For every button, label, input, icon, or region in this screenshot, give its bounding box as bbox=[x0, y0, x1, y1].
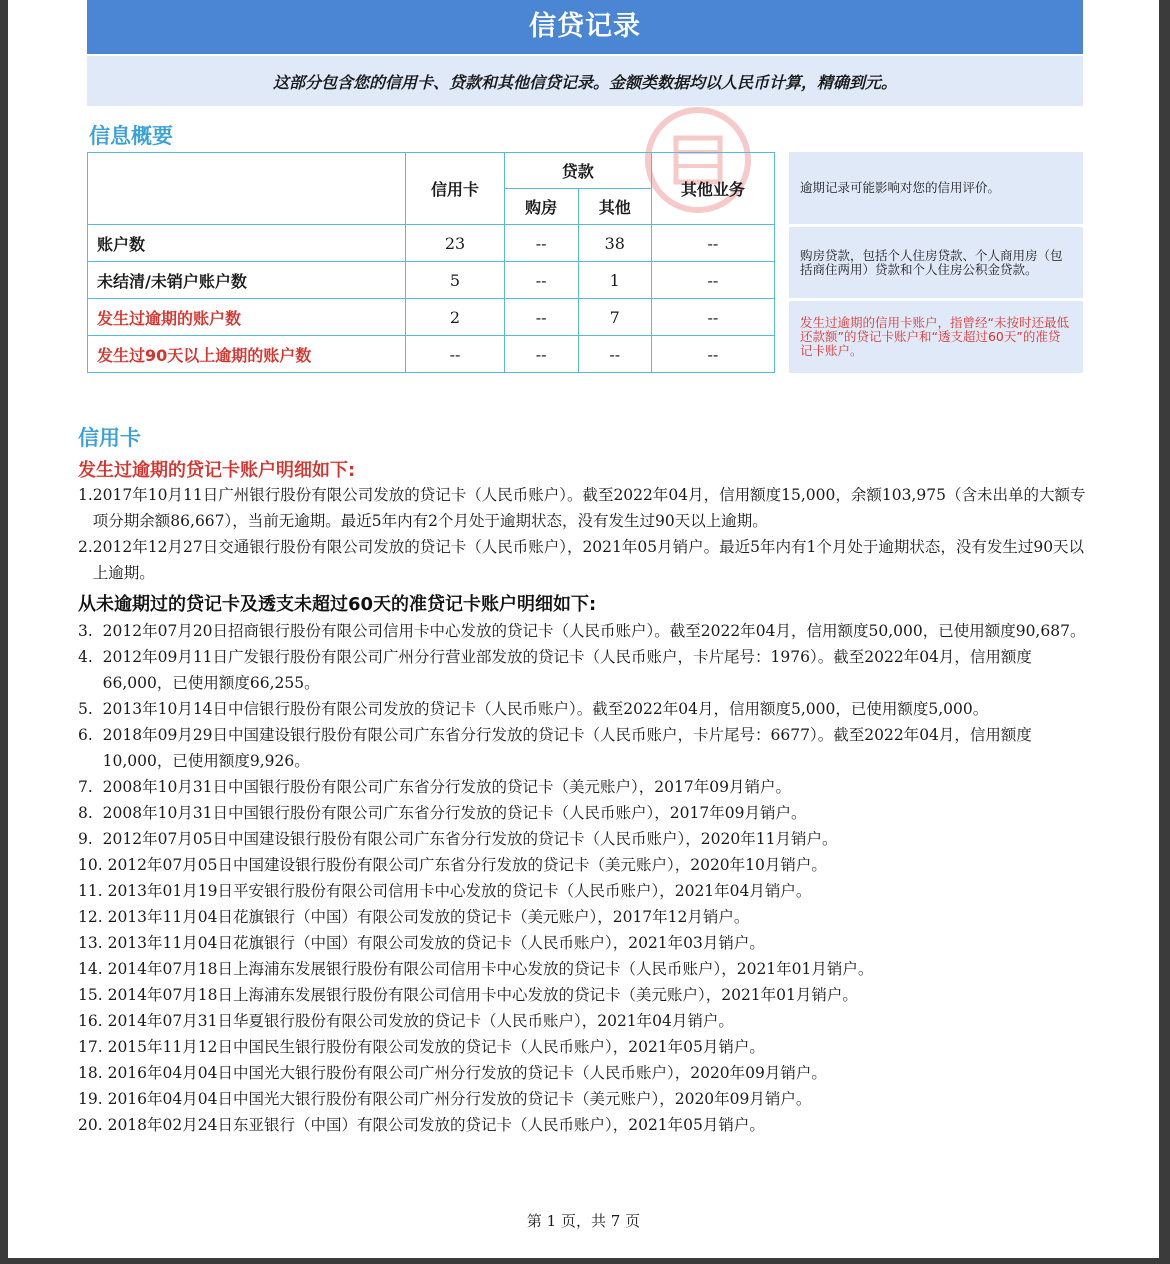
header-other: 其他 bbox=[578, 189, 651, 225]
note-overdue-impact: 逾期记录可能影响对您的信用评价。 bbox=[789, 152, 1083, 224]
row-label: 发生过逾期的账户数 bbox=[88, 299, 406, 336]
cell-credit-card: 5 bbox=[406, 262, 504, 299]
list-item bbox=[78, 956, 1088, 982]
cell-housing: -- bbox=[504, 336, 578, 373]
cell-other: -- bbox=[578, 336, 651, 373]
item-text: 2013年11月04日花旗银行（中国）有限公司发放的贷记卡（人民币账户），2021年03月销户。 bbox=[107, 934, 765, 952]
list-item bbox=[78, 982, 1088, 1008]
item-number: 7. bbox=[78, 778, 103, 796]
table-corner-cell bbox=[88, 153, 406, 225]
item-text: 2008年10月31日中国银行股份有限公司广东省分行发放的贷记卡（人民币账户），2017年09月销户。 bbox=[102, 804, 807, 822]
overdue-subheading: 发生过逾期的贷记卡账户明细如下: bbox=[78, 460, 356, 481]
list-item bbox=[78, 534, 1088, 586]
list-item bbox=[78, 1008, 1088, 1034]
overview-heading: 信息概要 bbox=[89, 124, 173, 148]
item-text: 2015年11月12日中国民生银行股份有限公司发放的贷记卡（人民币账户），2021年05月销户。 bbox=[107, 1038, 765, 1056]
item-number: 19. bbox=[78, 1090, 108, 1108]
row-label: 发生过90天以上逾期的账户数 bbox=[88, 336, 406, 373]
header-loan: 贷款 bbox=[504, 153, 651, 189]
overview-table bbox=[87, 152, 775, 373]
cell-housing: -- bbox=[504, 262, 578, 299]
note-housing-loan: 购房贷款，包括个人住房贷款、个人商用房（包括商住两用）贷款和个人住房公积金贷款。 bbox=[789, 227, 1083, 298]
item-number: 9. bbox=[78, 830, 103, 848]
item-text: 2014年07月18日上海浦东发展银行股份有限公司信用卡中心发放的贷记卡（人民币账户），2021年01月销户。 bbox=[107, 960, 874, 978]
list-item bbox=[78, 800, 1088, 826]
item-text: 2018年02月24日东亚银行（中国）有限公司发放的贷记卡（人民币账户），2021年05月销户。 bbox=[107, 1116, 765, 1134]
header-credit-card: 信用卡 bbox=[406, 153, 504, 225]
list-item bbox=[78, 852, 1088, 878]
item-text: 2016年04月04日中国光大银行股份有限公司广州分行发放的贷记卡（美元账户），2020年09月销户。 bbox=[107, 1090, 812, 1108]
list-item bbox=[78, 482, 1088, 534]
item-number: 18. bbox=[78, 1064, 108, 1082]
table-row bbox=[88, 336, 775, 373]
normal-list bbox=[78, 618, 1088, 1138]
item-number: 4. bbox=[78, 648, 103, 666]
item-text: 2013年11月04日花旗银行（中国）有限公司发放的贷记卡（美元账户），2017年12月销户。 bbox=[107, 908, 750, 926]
item-number: 11. bbox=[78, 882, 108, 900]
header-other-business: 其他业务 bbox=[651, 153, 774, 225]
credit-card-heading: 信用卡 bbox=[78, 426, 141, 450]
cell-other-business: -- bbox=[651, 262, 774, 299]
list-item bbox=[78, 826, 1088, 852]
item-number: 13. bbox=[78, 934, 108, 952]
report-page bbox=[8, 0, 1159, 1258]
cell-credit-card: 2 bbox=[406, 299, 504, 336]
list-item bbox=[78, 644, 1088, 696]
list-item bbox=[78, 696, 1088, 722]
item-text: 2013年01月19日平安银行股份有限公司信用卡中心发放的贷记卡（人民币账户），2021年04月销户。 bbox=[107, 882, 812, 900]
list-item bbox=[78, 878, 1088, 904]
table-row bbox=[88, 299, 775, 336]
row-label: 未结清/未销户账户数 bbox=[88, 262, 406, 299]
cell-other-business: -- bbox=[651, 225, 774, 262]
cell-credit-card: -- bbox=[406, 336, 504, 373]
cell-other-business: -- bbox=[651, 299, 774, 336]
item-number: 5. bbox=[78, 700, 103, 718]
cell-credit-card: 23 bbox=[406, 225, 504, 262]
item-text: 2012年07月05日中国建设银行股份有限公司广东省分行发放的贷记卡（人民币账户），2020年11月销户。 bbox=[102, 830, 838, 848]
item-text: 2012年07月05日中国建设银行股份有限公司广东省分行发放的贷记卡（美元账户），2020年10月销户。 bbox=[107, 856, 827, 874]
list-item bbox=[78, 618, 1088, 644]
overview-notes bbox=[789, 152, 1083, 376]
item-text: 2012年07月20日招商银行股份有限公司信用卡中心发放的贷记卡（人民币账户）。截至2022年04月，信用额度50,000，已使用额度90,687。 bbox=[102, 622, 1086, 640]
cell-housing: -- bbox=[504, 299, 578, 336]
item-text: 2012年12月27日交通银行股份有限公司发放的贷记卡（人民币账户），2021年05月销户。最近5年内有1个月处于逾期状态，没有发生过90天以上逾期。 bbox=[92, 538, 1085, 582]
item-text: 2018年09月29日中国建设银行股份有限公司广东省分行发放的贷记卡（人民币账户，卡片尾号：6677）。截至2022年04月，信用额度10,000，已使用额度9,926。 bbox=[102, 726, 1032, 770]
item-text: 2012年09月11日广发银行股份有限公司广州分行营业部发放的贷记卡（人民币账户，卡片尾号：1976）。截至2022年04月，信用额度66,000，已使用额度66,255。 bbox=[102, 648, 1032, 692]
item-text: 2016年04月04日中国光大银行股份有限公司广州分行发放的贷记卡（人民币账户），2020年09月销户。 bbox=[107, 1064, 827, 1082]
list-item bbox=[78, 774, 1088, 800]
section-subtitle: 这部分包含您的信用卡、贷款和其他信贷记录。金额类数据均以人民币计算，精确到元。 bbox=[87, 56, 1083, 106]
normal-subheading: 从未逾期过的贷记卡及透支未超过60天的准贷记卡账户明细如下: bbox=[78, 594, 597, 615]
note-overdue-definition: 发生过逾期的信用卡账户，指曾经“未按时还最低还款额”的贷记卡账户和“透支超过60天”的准贷记卡账户。 bbox=[789, 301, 1083, 373]
item-number: 12. bbox=[78, 908, 108, 926]
item-text: 2013年10月14日中信银行股份有限公司发放的贷记卡（人民币账户）。截至2022年04月，信用额度5,000，已使用额度5,000。 bbox=[102, 700, 989, 718]
section-title: 信贷记录 bbox=[87, 0, 1083, 54]
item-number: 3. bbox=[78, 622, 103, 640]
item-number: 17. bbox=[78, 1038, 108, 1056]
cell-other-business: -- bbox=[651, 336, 774, 373]
header-housing: 购房 bbox=[504, 189, 578, 225]
list-item bbox=[78, 904, 1088, 930]
list-item bbox=[78, 1086, 1088, 1112]
item-text: 2017年10月11日广州银行股份有限公司发放的贷记卡（人民币账户）。截至2022年04月，信用额度15,000，余额103,975（含未出单的大额专项分期余额86,667），当前无逾期。最近5年内有2个月处于逾期状态，没有发生过90天以上逾期。 bbox=[92, 486, 1086, 530]
item-number: 6. bbox=[78, 726, 103, 744]
item-text: 2014年07月18日上海浦东发展银行股份有限公司信用卡中心发放的贷记卡（美元账户），2021年01月销户。 bbox=[107, 986, 858, 1004]
item-text: 2008年10月31日中国银行股份有限公司广东省分行发放的贷记卡（美元账户），2017年09月销户。 bbox=[102, 778, 791, 796]
row-label: 账户数 bbox=[88, 225, 406, 262]
list-item bbox=[78, 1112, 1088, 1138]
item-number: 20. bbox=[78, 1116, 108, 1134]
item-number: 16. bbox=[78, 1012, 108, 1030]
item-number: 2. bbox=[78, 538, 93, 556]
item-number: 10. bbox=[78, 856, 108, 874]
page-footer: 第 1 页，共 7 页 bbox=[526, 1212, 641, 1230]
list-item bbox=[78, 1034, 1088, 1060]
cell-other: 38 bbox=[578, 225, 651, 262]
item-number: 15. bbox=[78, 986, 108, 1004]
cell-housing: -- bbox=[504, 225, 578, 262]
list-item bbox=[78, 930, 1088, 956]
overdue-list bbox=[78, 482, 1088, 586]
list-item bbox=[78, 1060, 1088, 1086]
cell-other: 7 bbox=[578, 299, 651, 336]
item-number: 8. bbox=[78, 804, 103, 822]
cell-other: 1 bbox=[578, 262, 651, 299]
list-item bbox=[78, 722, 1088, 774]
table-row bbox=[88, 262, 775, 299]
item-number: 14. bbox=[78, 960, 108, 978]
item-number: 1. bbox=[78, 486, 93, 504]
item-text: 2014年07月31日华夏银行股份有限公司发放的贷记卡（人民币账户），2021年04月销户。 bbox=[107, 1012, 734, 1030]
table-row bbox=[88, 225, 775, 262]
